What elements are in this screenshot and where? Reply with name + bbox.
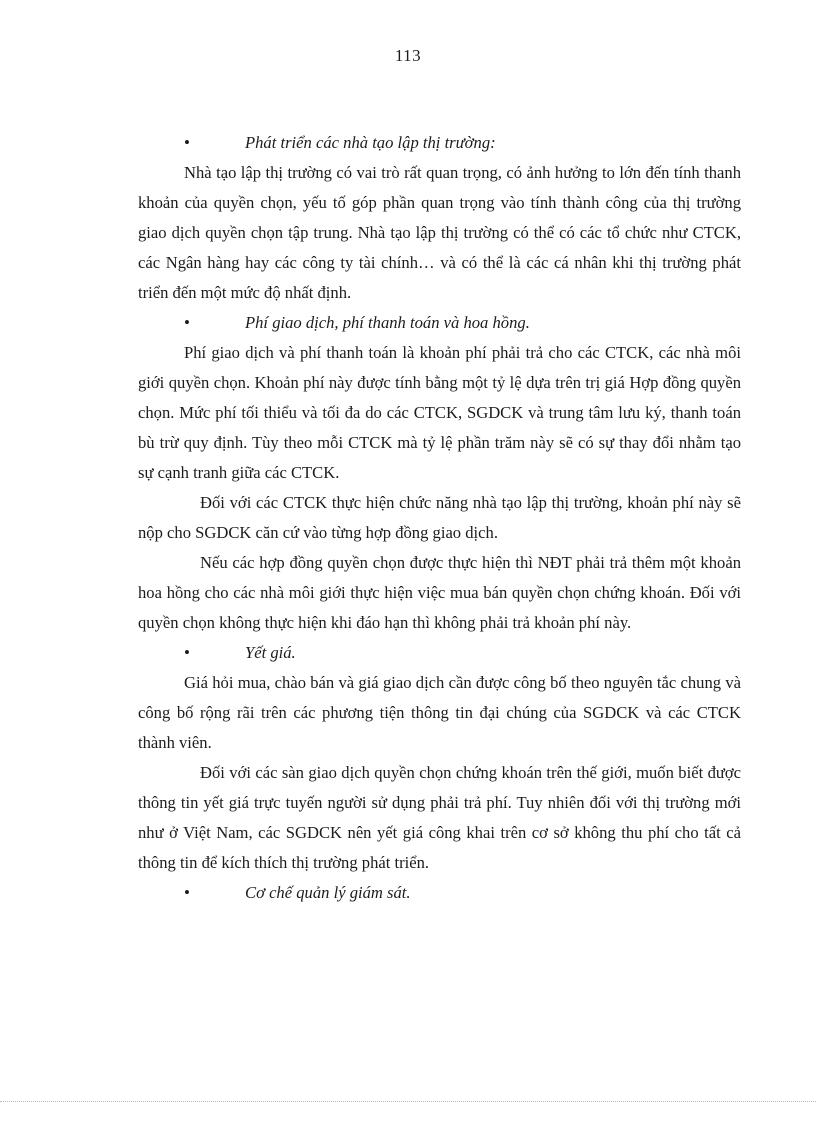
paragraph: Nếu các hợp đồng quyền chọn được thực hiện thì NĐT phải trả thêm một khoản hoa hồng cho các nhà môi giới thực hiện việc mua bán quyền chọn chứng khoán. Đối với quyền chọn không thực hiện khi đáo hạn thì không phải trả khoản phí này.	[138, 553, 741, 632]
bullet-heading-label: Yết giá.	[245, 643, 296, 662]
bullet-icon: •	[184, 883, 190, 902]
paragraph: Đối với các CTCK thực hiện chức năng nhà tạo lập thị trường, khoản phí này sẽ nộp cho SGDCK căn cứ vào từng hợp đồng giao dịch.	[138, 493, 741, 542]
paragraph: Nhà tạo lập thị trường có vai trò rất quan trọng, có ảnh hưởng to lớn đến tính thanh khoản của quyền chọn, yếu tố góp phần quan trọng vào tính thành công của thị trường giao dịch quyền chọn tập trung. Nhà tạo lập thị trường có thể có các tổ chức như CTCK, các Ngân hàng hay các công ty tài chính… và có thể là các cá nhân khi thị trường phát triển đến một mức độ nhất định.	[138, 163, 741, 302]
bullet-heading-label: Phí giao dịch, phí thanh toán và hoa hồng.	[245, 313, 530, 332]
paragraph: Đối với các sàn giao dịch quyền chọn chứng khoán trên thế giới, muốn biết được thông tin yết giá trực tuyến người sử dụng phải trả phí. Tuy nhiên đối với thị trường mới như ở Việt Nam, các SGDCK nên yết giá công khai trên cơ sở không thu phí cho tất cả thông tin để kích thích thị trường phát triển.	[138, 763, 741, 872]
footer-divider	[0, 1101, 816, 1102]
bullet-icon: •	[184, 133, 190, 152]
bullet-heading	[138, 308, 741, 338]
bullet-heading	[138, 128, 741, 158]
bullet-heading	[138, 878, 741, 908]
page-number: 113	[394, 46, 422, 65]
bullet-heading-label: Phát triển các nhà tạo lập thị trường:	[245, 133, 496, 152]
bullet-icon: •	[184, 313, 190, 332]
bullet-heading-label: Cơ chế quản lý giám sát.	[245, 883, 411, 902]
paragraph: Phí giao dịch và phí thanh toán là khoản phí phải trả cho các CTCK, các nhà môi giới quyền chọn. Khoản phí này được tính bằng một tỷ lệ dựa trên trị giá Hợp đồng quyền chọn. Mức phí tối thiểu và tối đa do các CTCK, SGDCK và trung tâm lưu ký, thanh toán bù trừ quy định. Tùy theo mỗi CTCK mà tỷ lệ phần trăm này sẽ có sự thay đổi nhằm tạo sự cạnh tranh giữa các CTCK.	[138, 343, 741, 482]
bullet-heading	[138, 638, 741, 668]
document-body	[138, 128, 741, 908]
bullet-icon: •	[184, 643, 190, 662]
paragraph: Giá hỏi mua, chào bán và giá giao dịch cần được công bố theo nguyên tắc chung và công bố rộng rãi trên các phương tiện thông tin đại chúng của SGDCK và các CTCK thành viên.	[138, 673, 741, 752]
